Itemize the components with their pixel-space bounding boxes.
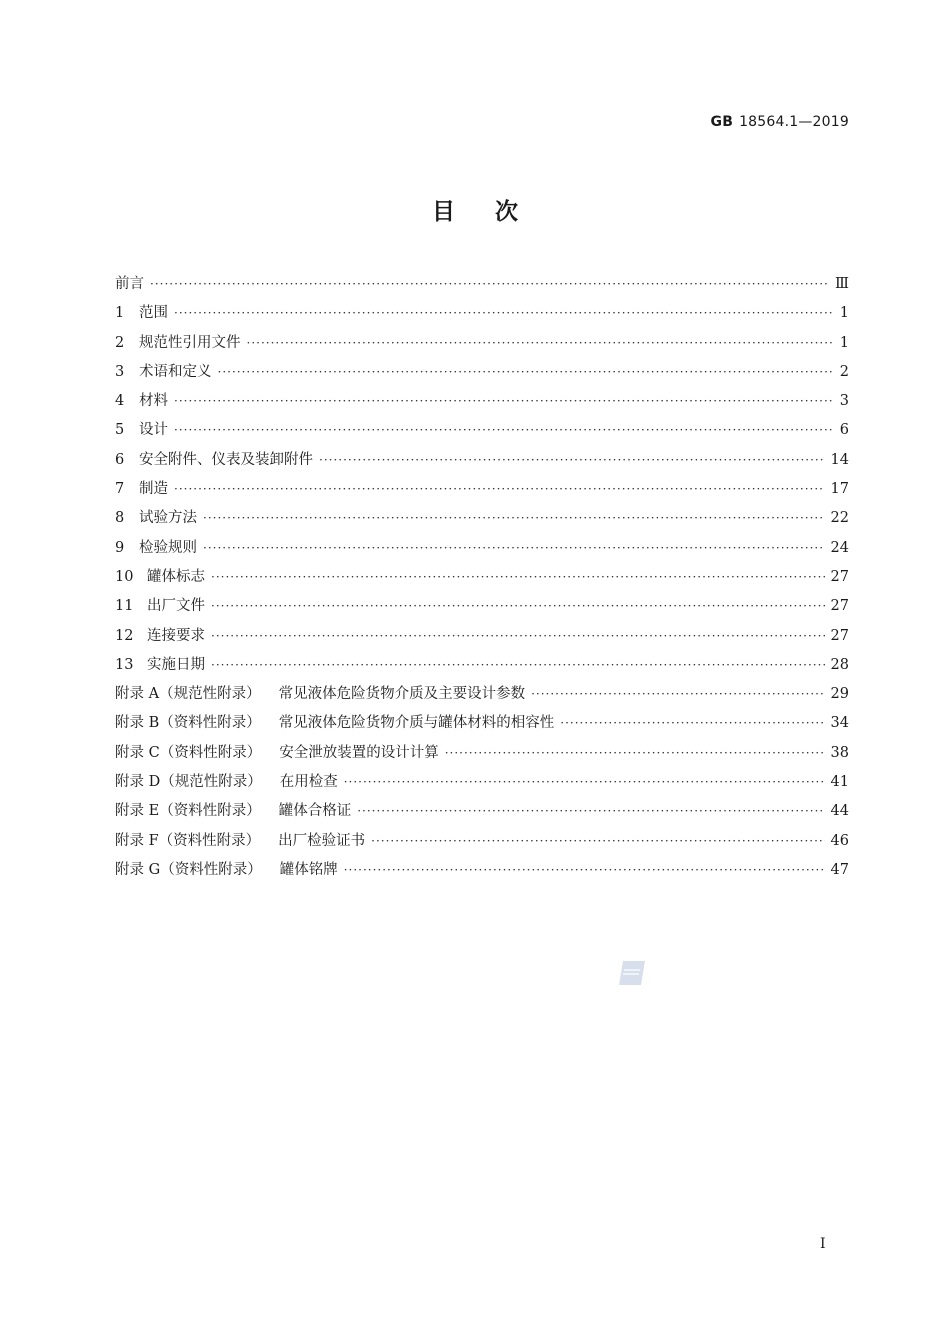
toc-annex-number: 附录 B（资料性附录） <box>115 715 261 732</box>
toc-entry-2[interactable] <box>115 331 849 360</box>
toc-leader-dots <box>203 511 825 525</box>
toc-entry-page: 41 <box>830 774 849 791</box>
toc-entry-annex-f[interactable] <box>115 829 849 858</box>
toc-entry-foreword[interactable] <box>115 272 849 301</box>
toc-leader-dots <box>531 687 824 701</box>
toc-entry-page: 27 <box>830 598 849 615</box>
toc-entry-label: 材料 <box>139 393 168 410</box>
toc-leader-dots <box>211 570 825 584</box>
toc-leader-dots <box>445 746 825 760</box>
toc-entry-number: 13 <box>115 656 134 673</box>
toc-entry-10[interactable] <box>115 565 849 594</box>
toc-entry-number: 4 <box>115 393 125 410</box>
toc-entry-page: 44 <box>830 803 849 820</box>
toc-entry-page: 46 <box>830 832 849 849</box>
toc-leader-dots <box>203 541 825 555</box>
toc-entry-label: 设计 <box>139 422 168 439</box>
toc-entry-page: 24 <box>830 539 849 556</box>
table-of-contents <box>115 272 849 887</box>
toc-entry-page: 17 <box>830 481 849 498</box>
toc-entry-page: 28 <box>830 656 849 673</box>
toc-entry-7[interactable] <box>115 477 849 506</box>
toc-entry-page: 22 <box>830 510 849 527</box>
toc-entry-page: 2 <box>839 363 849 380</box>
toc-annex-number: 附录 C（资料性附录） <box>115 744 262 761</box>
toc-leader-dots <box>211 599 825 613</box>
toc-entry-page: 38 <box>830 744 849 761</box>
toc-entry-12[interactable] <box>115 624 849 653</box>
toc-entry-number: 9 <box>115 539 125 556</box>
toc-annex-number: 附录 E（资料性附录） <box>115 803 261 820</box>
toc-leader-dots <box>344 863 825 877</box>
toc-leader-dots <box>218 365 834 379</box>
page-number: I <box>820 1236 826 1252</box>
toc-entry-3[interactable] <box>115 360 849 389</box>
toc-entry-label: 安全泄放装置的设计计算 <box>279 744 439 761</box>
toc-leader-dots <box>560 716 824 730</box>
toc-entry-label: 制造 <box>139 481 168 498</box>
toc-entry-annex-d[interactable] <box>115 770 849 799</box>
toc-annex-number: 附录 D（规范性附录） <box>115 774 262 791</box>
toc-leader-dots <box>371 834 824 848</box>
toc-entry-label: 检验规则 <box>139 539 197 556</box>
toc-entry-4[interactable] <box>115 389 849 418</box>
toc-leader-dots <box>247 336 834 350</box>
toc-entry-label: 规范性引用文件 <box>139 334 241 351</box>
toc-entry-annex-g[interactable] <box>115 858 849 887</box>
toc-entry-number: 10 <box>115 568 134 585</box>
toc-entry-number: 12 <box>115 627 134 644</box>
toc-entry-annex-a[interactable] <box>115 682 849 711</box>
toc-entry-page: 47 <box>830 861 849 878</box>
toc-entry-page: 1 <box>839 305 849 322</box>
toc-entry-page: 1 <box>839 334 849 351</box>
toc-entry-page: 27 <box>830 627 849 644</box>
toc-entry-label: 常见液体危险货物介质及主要设计参数 <box>278 686 526 703</box>
standard-code: 18564.1—2019 <box>739 114 849 130</box>
toc-entry-page: 34 <box>830 715 849 732</box>
toc-leader-dots <box>211 629 825 643</box>
toc-entry-annex-b[interactable] <box>115 711 849 740</box>
toc-entry-8[interactable] <box>115 506 849 535</box>
toc-entry-page: 27 <box>830 568 849 585</box>
toc-leader-dots <box>150 277 829 291</box>
toc-entry-number: 8 <box>115 510 125 527</box>
toc-entry-number: 11 <box>115 598 134 615</box>
toc-entry-annex-e[interactable] <box>115 799 849 828</box>
toc-entry-label: 术语和定义 <box>139 363 212 380</box>
toc-entry-annex-c[interactable] <box>115 741 849 770</box>
toc-entry-label: 在用检查 <box>279 774 338 791</box>
toc-leader-dots <box>357 804 824 818</box>
toc-entry-label: 出厂检验证书 <box>278 832 366 849</box>
toc-entry-page: 29 <box>830 686 849 703</box>
toc-entry-label: 出厂文件 <box>147 598 205 615</box>
toc-annex-number: 附录 G（资料性附录） <box>115 861 262 878</box>
toc-entry-label: 实施日期 <box>147 656 205 673</box>
toc-entry-11[interactable] <box>115 594 849 623</box>
toc-annex-number: 附录 F（资料性附录） <box>115 832 261 849</box>
toc-entry-label: 常见液体危险货物介质与罐体材料的相容性 <box>278 715 555 732</box>
toc-entry-label: 前言 <box>115 276 144 292</box>
toc-entry-label: 安全附件、仪表及装卸附件 <box>139 451 313 468</box>
standard-number <box>711 114 850 130</box>
toc-entry-label: 罐体标志 <box>147 568 205 585</box>
toc-entry-page: 3 <box>839 393 849 410</box>
sac-logo-icon <box>619 961 645 985</box>
toc-leader-dots <box>211 658 825 672</box>
toc-entry-page: 14 <box>830 451 849 468</box>
toc-entry-5[interactable] <box>115 418 849 447</box>
toc-entry-9[interactable] <box>115 536 849 565</box>
toc-entry-label: 连接要求 <box>147 627 205 644</box>
toc-entry-number: 3 <box>115 363 125 380</box>
toc-entry-page: 6 <box>839 422 849 439</box>
toc-entry-label: 罐体铭牌 <box>279 861 338 878</box>
toc-entry-13[interactable] <box>115 653 849 682</box>
toc-entry-number: 1 <box>115 305 125 322</box>
toc-leader-dots <box>174 482 825 496</box>
toc-entry-1[interactable] <box>115 301 849 330</box>
toc-leader-dots <box>174 423 833 437</box>
toc-entry-6[interactable] <box>115 448 849 477</box>
toc-entry-page: Ⅲ <box>835 276 849 292</box>
toc-entry-number: 7 <box>115 481 125 498</box>
toc-annex-number: 附录 A（规范性附录） <box>115 686 261 703</box>
standard-prefix: GB <box>710 114 734 130</box>
toc-entry-label: 罐体合格证 <box>278 803 352 820</box>
toc-entry-number: 6 <box>115 451 125 468</box>
toc-entry-label: 范围 <box>139 305 168 322</box>
toc-leader-dots <box>174 306 833 320</box>
toc-entry-number: 5 <box>115 422 125 439</box>
toc-entry-label: 试验方法 <box>139 510 197 527</box>
page-title: 目次 <box>432 199 558 225</box>
toc-entry-number: 2 <box>115 334 125 351</box>
toc-leader-dots <box>344 775 825 789</box>
toc-leader-dots <box>319 453 825 467</box>
toc-leader-dots <box>174 394 833 408</box>
